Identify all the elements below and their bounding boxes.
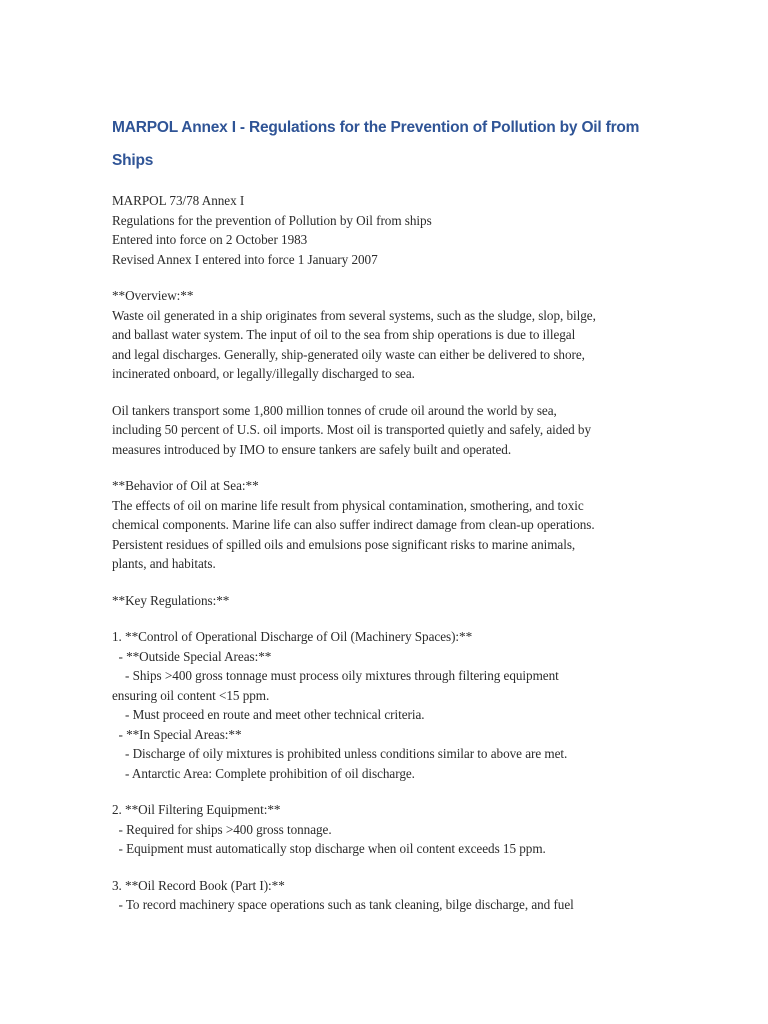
text-line: Waste oil generated in a ship originates from several systems, such as the sludge, slop, bilge, [112,307,596,323]
text-line: Regulations for the prevention of Pollution by Oil from ships [112,212,432,228]
text-line: Persistent residues of spilled oils and emulsions pose significant risks to marine animals, [112,536,576,552]
text-line: and ballast water system. The input of oil to the sea from ship operations is due to illegal [112,327,576,342]
text-line: Revised Annex I entered into force 1 January 2007 [112,251,378,267]
document-title-line: MARPOL Annex I - Regulations for the Prevention of Pollution by Oil from [112,119,640,136]
text-line: MARPOL 73/78 Annex I [112,193,245,208]
paragraph [112,800,672,859]
text-line: 1. **Control of Operational Discharge of Oil (Machinery Spaces):** [112,629,473,644]
document-title [112,111,672,177]
text-line: - Equipment must automatically stop discharge when oil content exceeds 15 ppm. [112,841,546,856]
paragraph [112,591,672,611]
text-line: and legal discharges. Generally, ship-generated oily waste can either be delivered to shore, [112,346,585,362]
text-line: Entered into force on 2 October 1983 [112,232,308,247]
text-line: 2. **Oil Filtering Equipment:** [112,802,281,817]
text-line: ensuring oil content <15 ppm. [112,687,270,703]
text-line: - Required for ships >400 gross tonnage. [112,821,332,837]
document-body [112,191,672,915]
text-line: Oil tankers transport some 1,800 million tonnes of crude oil around the world by sea, [112,402,557,418]
text-line: - Must proceed en route and meet other technical criteria. [112,707,425,722]
text-line: plants, and habitats. [112,556,216,571]
document-title-line: Ships [112,152,154,169]
text-line: **Behavior of Oil at Sea:** [112,478,259,493]
text-line: 3. **Oil Record Book (Part I):** [112,877,285,893]
text-line: incinerated onboard, or legally/illegally discharged to sea. [112,366,415,381]
text-line: chemical components. Marine life can also suffer indirect damage from clean-up operations. [112,517,595,532]
text-line: - Antarctic Area: Complete prohibition of oil discharge. [112,765,415,781]
text-line: - Discharge of oily mixtures is prohibited unless conditions similar to above are met. [112,746,568,761]
paragraph [112,191,672,269]
paragraph [112,476,672,574]
text-line: - **In Special Areas:** [112,726,242,742]
text-line: - To record machinery space operations such as tank cleaning, bilge discharge, and fuel [112,897,574,912]
paragraph [112,627,672,783]
text-line: **Overview:** [112,288,194,303]
text-line: The effects of oil on marine life result from physical contamination, smothering, and toxic [112,497,584,513]
paragraph [112,401,672,460]
text-line: - **Outside Special Areas:** [112,648,272,664]
paragraph [112,286,672,384]
text-line: measures introduced by IMO to ensure tankers are safely built and operated. [112,441,512,457]
text-line: **Key Regulations:** [112,592,230,608]
text-line: - Ships >400 gross tonnage must process oily mixtures through filtering equipment [112,668,559,683]
text-line: including 50 percent of U.S. oil imports. Most oil is transported quietly and safely, aided by [112,422,592,437]
paragraph [112,876,672,915]
